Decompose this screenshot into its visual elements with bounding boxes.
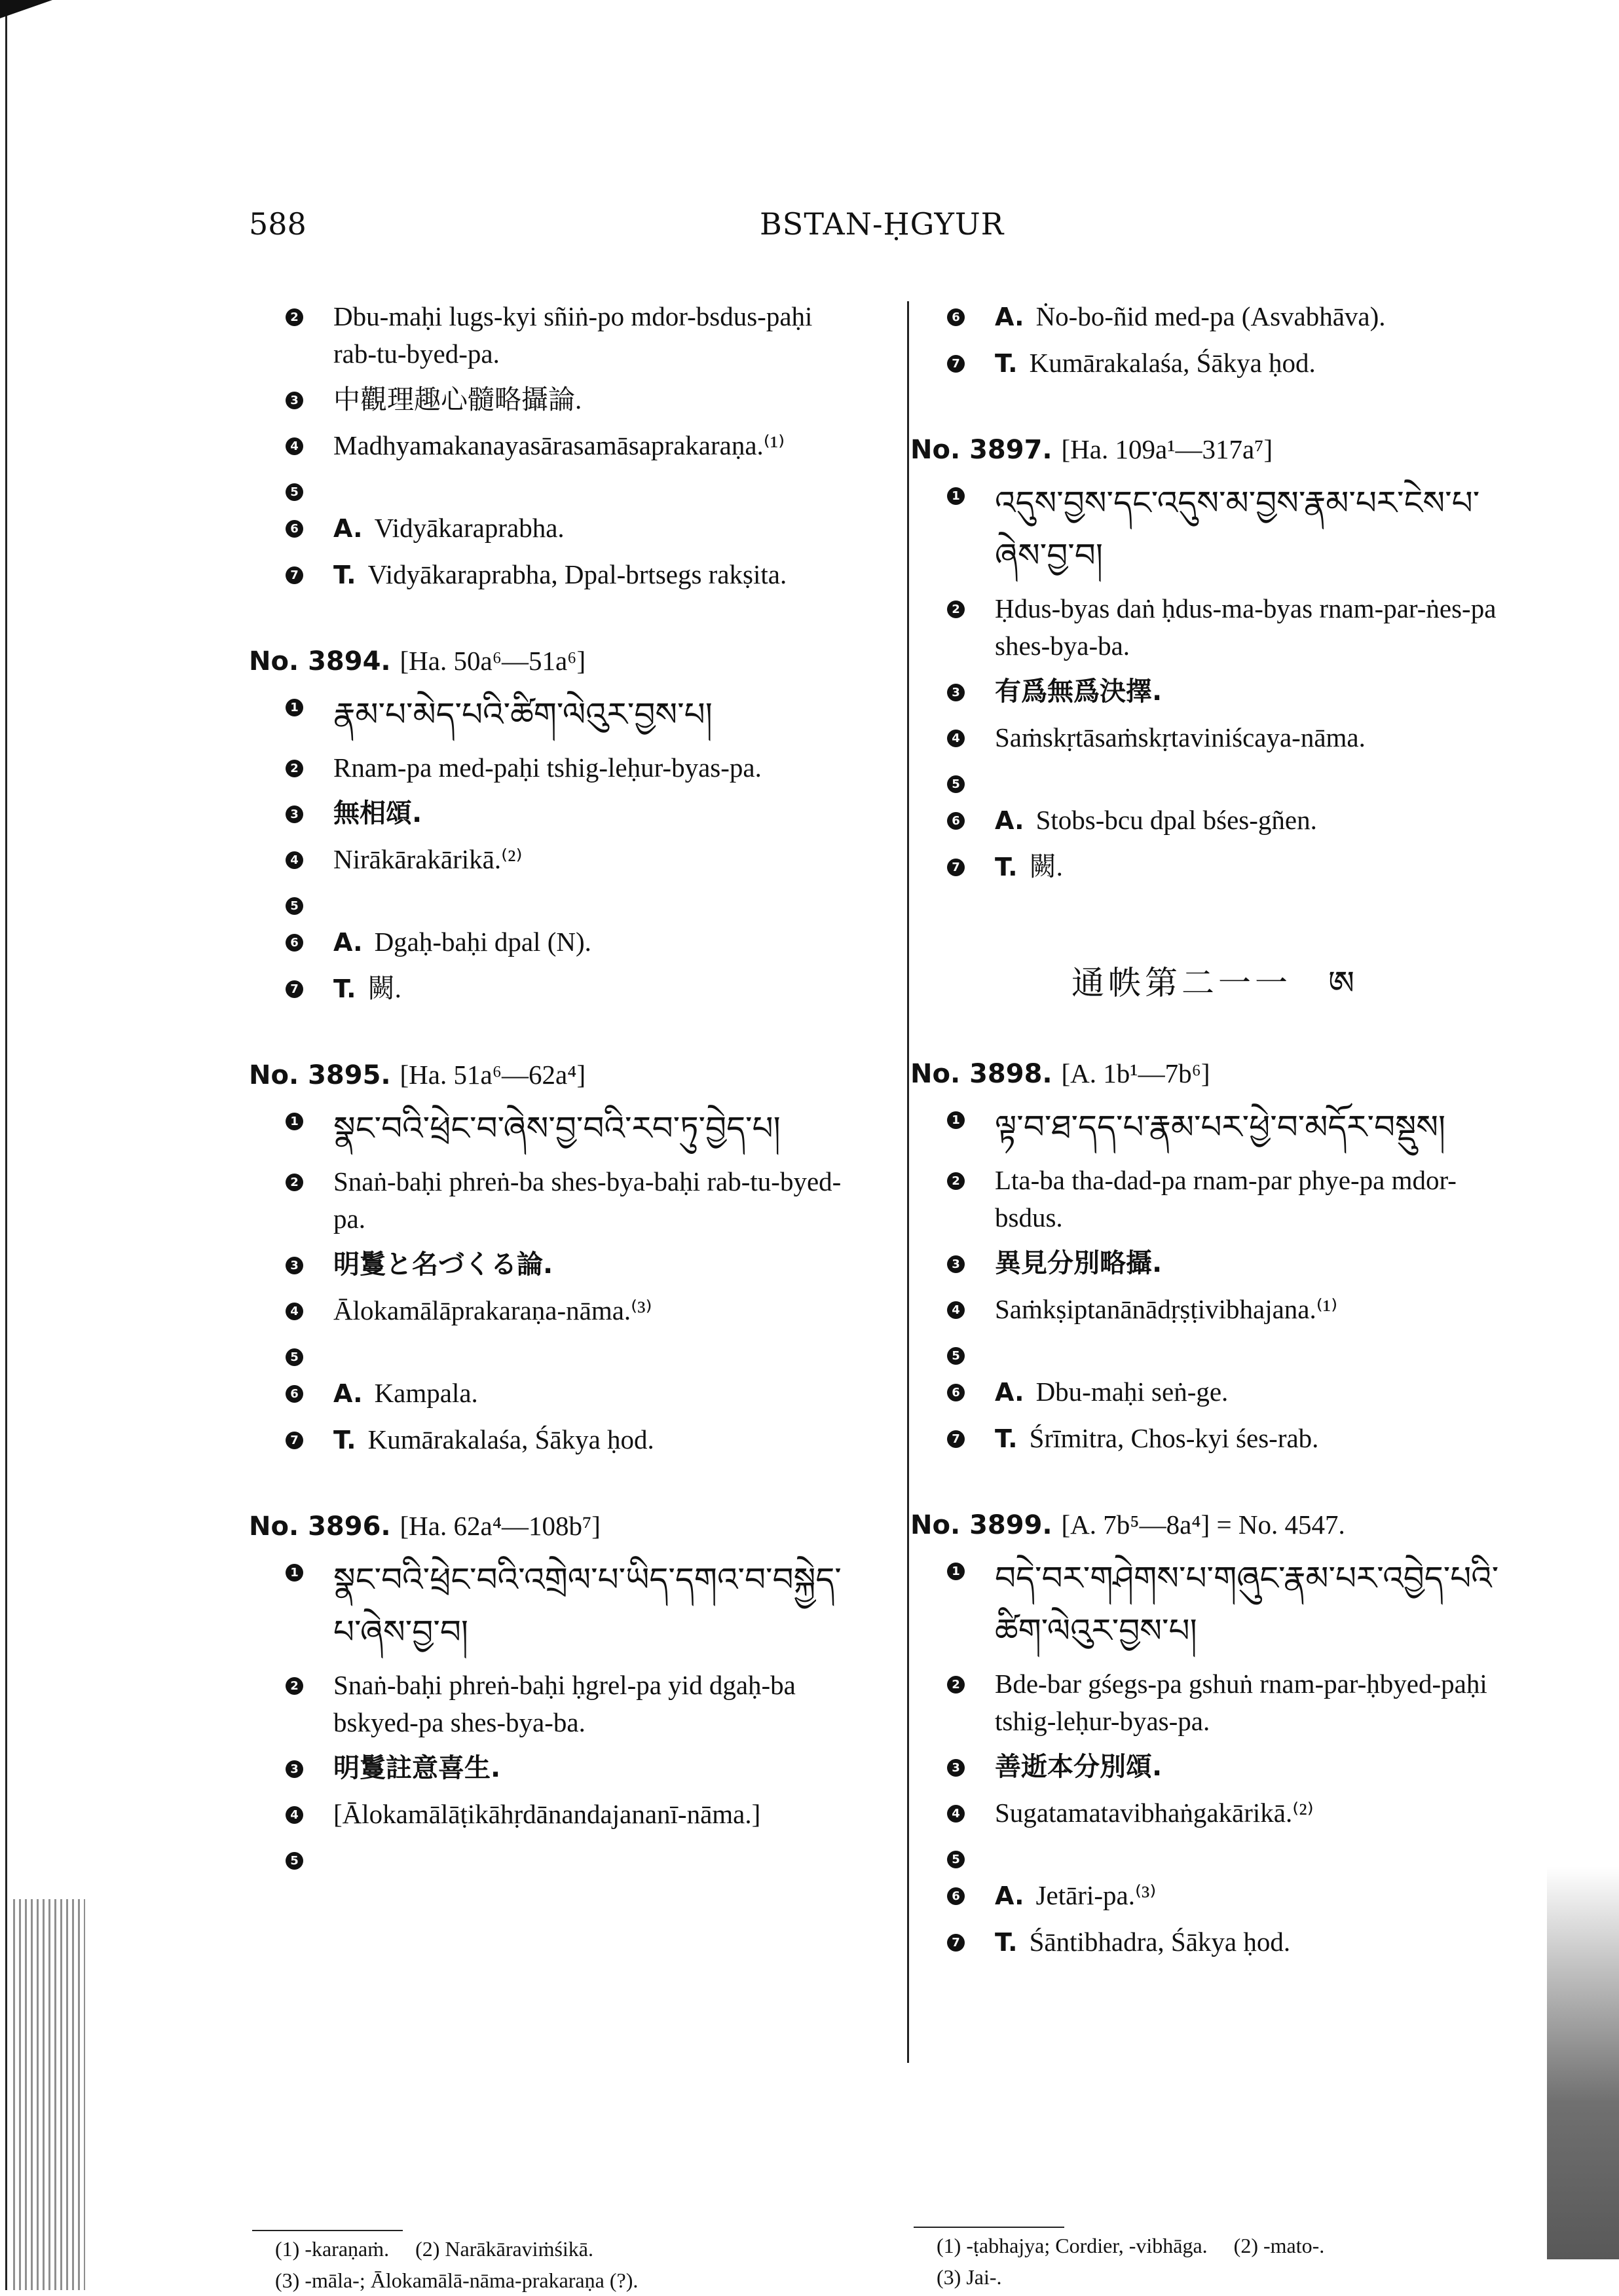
item-number-marker: 4: [947, 1805, 965, 1823]
footnote: (2) Narākāraviṁśikā.: [415, 2237, 593, 2261]
entry-item: [910, 1373, 1519, 1411]
footnote-line: [275, 2233, 891, 2265]
role-label: A.: [995, 806, 1024, 835]
entry-item: [249, 1750, 858, 1787]
entry-item: [910, 802, 1519, 840]
item-number-marker: 6: [947, 1887, 965, 1905]
entry-item: [249, 841, 858, 878]
entry-item: [910, 298, 1519, 336]
item-number-marker: 2: [286, 1174, 303, 1191]
item-text: Ālokamālāprakaraṇa-nāma.⁽³⁾: [333, 1295, 652, 1325]
catalog-entry: [910, 1054, 1519, 1458]
entry-number-line: [910, 430, 1519, 469]
item-number-marker: 1: [947, 1111, 965, 1129]
entry-item: [249, 923, 858, 961]
item-number-marker: 6: [286, 1385, 303, 1403]
entry-item: [249, 556, 858, 594]
item-text: Madhyamakanayasārasamāsaprakaraṇa.⁽¹⁾: [333, 430, 785, 460]
entry-item: [249, 795, 858, 832]
entry-item: [249, 1163, 858, 1238]
entry-item: [910, 1245, 1519, 1282]
item-number-marker: 3: [947, 684, 965, 701]
item-text: Ḥdus-byas daṅ ḥdus-ma-byas rnam-par-ṅes-pa shes-bya-ba.: [995, 593, 1497, 661]
item-number-marker: 7: [286, 980, 303, 998]
item-number-marker: 4: [947, 1301, 965, 1319]
entry-item: [910, 1101, 1519, 1153]
item-number-marker: 4: [286, 437, 303, 455]
item-number-marker: 2: [947, 1172, 965, 1190]
footnotes-right: [937, 2230, 1565, 2293]
entry-number-line: [910, 1054, 1519, 1093]
role-label: A.: [995, 1881, 1024, 1910]
scan-edge-line: [5, 0, 7, 2290]
footnote-rule-left: [252, 2230, 403, 2231]
scan-edge-marks-right: [1547, 1866, 1619, 2259]
footnote: (3) Jai-.: [937, 2265, 1002, 2289]
spacer: [910, 391, 1519, 430]
role-label: T.: [995, 1928, 1018, 1957]
item-text: Sugatamatavibhaṅgakārikā.⁽²⁾: [995, 1798, 1314, 1828]
item-text: བདེ་བར་གཤེགས་པ་གཞུང་རྣམ་པར་འབྱེད་པའི་ཚིག་ལེའུར་བྱས་པ།: [995, 1560, 1499, 1649]
footnote: (2) -mato-.: [1233, 2234, 1325, 2257]
footnote-rule-right: [914, 2227, 1064, 2228]
entry-item: [249, 381, 858, 418]
role-label: T.: [333, 974, 356, 1003]
item-number-marker: 6: [286, 934, 303, 952]
item-number-marker: 3: [947, 1255, 965, 1273]
item-text: T. Śāntibhadra, Śākya ḥod.: [995, 1927, 1291, 1957]
catalog-entry: [249, 642, 858, 1008]
entry-item: [910, 590, 1519, 665]
item-number-marker: 5: [286, 897, 303, 915]
item-number-marker: 7: [947, 1430, 965, 1448]
folio-range: [Ha. 109a¹—317a⁷]: [1061, 434, 1273, 464]
item-text: སྣང་བའི་ཕྲེང་བའི་འགྲེལ་པ་ཡིད་དགའ་བ་བསྐྱེད་པ་ཞེས་བྱ་བ།: [333, 1561, 842, 1650]
entry-number-line: [910, 1506, 1519, 1544]
entry-item: [910, 1162, 1519, 1236]
item-text: Lta-ba tha-dad-pa rnam-par phye-pa mdor-bsdus.: [995, 1165, 1457, 1232]
item-text: Rnam-pa med-paḥi tshig-leḥur-byas-pa.: [333, 752, 762, 783]
entry-item: [249, 1102, 858, 1155]
column-divider: [907, 301, 909, 2063]
item-text: Snaṅ-baḥi phreṅ-baḥi ḥgrel-pa yid dgaḥ-ba bskyed-pa shes-bya-ba.: [333, 1670, 796, 1737]
item-number-marker: 2: [947, 1676, 965, 1694]
item-number-marker: 4: [286, 1806, 303, 1824]
entry-number: No. 3896.: [249, 1511, 400, 1542]
catalog-entry: [910, 430, 1519, 886]
left-column: [249, 298, 858, 1878]
item-text: A. Jetāri-pa.⁽³⁾: [995, 1880, 1157, 1910]
item-number-marker: 6: [286, 520, 303, 538]
item-text: T. Kumārakalaśa, Śākya ḥod.: [333, 1424, 654, 1454]
folio-range: [Ha. 51a⁶—62a⁴]: [400, 1060, 586, 1090]
entry-number-line: [249, 642, 858, 680]
item-text: འདུས་བྱས་དང་འདུས་མ་བྱས་རྣམ་པར་ངེས་པ་ཞེས་བྱ་བ།: [995, 485, 1480, 574]
entry-item: [249, 1842, 858, 1870]
entry-item: [910, 1665, 1519, 1740]
item-number-marker: 5: [947, 1347, 965, 1365]
folio-range: [Ha. 50a⁶—51a⁶]: [400, 646, 586, 676]
entry-item: [249, 1375, 858, 1413]
entry-number: No. 3899.: [910, 1510, 1062, 1540]
item-text: A. Vidyākaraprabha.: [333, 513, 565, 543]
catalog-entry: [910, 1506, 1519, 1961]
role-label: T.: [995, 349, 1018, 378]
entry-item: [910, 1420, 1519, 1458]
item-text: 善逝本分別頌.: [995, 1752, 1163, 1782]
entry-item: [249, 427, 858, 464]
item-number-marker: 1: [947, 1563, 965, 1580]
item-text: A. Stobs-bcu dpal bśes-gñen.: [995, 805, 1317, 835]
item-text: T. 闕.: [333, 973, 401, 1003]
item-text: 明鬘と名づくる論.: [333, 1250, 553, 1280]
item-text: 中觀理趣心髓略攝論.: [333, 384, 582, 415]
entry-item: [249, 970, 858, 1008]
entry-item: [910, 719, 1519, 756]
item-number-marker: 5: [947, 1851, 965, 1868]
item-text: 明鬘註意喜生.: [333, 1753, 501, 1783]
item-number-marker: 7: [947, 1934, 965, 1952]
spacer: [910, 895, 1519, 934]
entry-item: [249, 1421, 858, 1459]
entry-item: [249, 1553, 858, 1658]
item-text: 有爲無爲決擇.: [995, 676, 1163, 707]
spacer: [910, 1466, 1519, 1506]
entry-item: [249, 473, 858, 501]
item-number-marker: 6: [947, 812, 965, 830]
item-number-marker: 5: [286, 1852, 303, 1870]
item-number-marker: 1: [286, 1113, 303, 1130]
catalog-entry: [249, 1507, 858, 1870]
item-text: T. Kumārakalaśa, Śākya ḥod.: [995, 348, 1316, 378]
role-label: A.: [333, 1379, 363, 1408]
item-text: Saṁkṣiptanānādṛṣṭivibhajana.⁽¹⁾: [995, 1294, 1338, 1324]
entry-item: [910, 477, 1519, 582]
footnote: (3) -māla-; Ālokamālā-nāma-prakaraṇa (?).: [275, 2268, 639, 2292]
item-number-marker: 1: [286, 699, 303, 716]
item-number-marker: 2: [286, 308, 303, 326]
item-number-marker: 1: [286, 1564, 303, 1582]
item-text: ལྟ་བ་ཐ་དད་པ་རྣམ་པར་ཕྱེ་བ་མདོར་བསྡུས།: [995, 1109, 1446, 1145]
footnote: (1) -karaṇaṁ.: [275, 2237, 390, 2261]
role-label: A.: [995, 1378, 1024, 1407]
entry-number-line: [249, 1507, 858, 1546]
item-text: Dbu-maḥi lugs-kyi sñiṅ-po mdor-bsdus-paḥi rab-tu-byed-pa.: [333, 301, 813, 369]
item-number-marker: 7: [947, 859, 965, 876]
entry-item: [910, 1749, 1519, 1786]
entry-item: [249, 1667, 858, 1741]
entry-item: [910, 1923, 1519, 1961]
page-number: 588: [249, 206, 307, 242]
entry-item: [249, 688, 858, 741]
entry-item: [249, 887, 858, 915]
item-text: Snaṅ-baḥi phreṅ-ba shes-bya-baḥi rab-tu-byed-pa.: [333, 1166, 842, 1234]
entry-number: No. 3894.: [249, 646, 400, 676]
item-text: 無相頌.: [333, 798, 422, 828]
entry-item: [249, 509, 858, 547]
entry-item: [910, 1794, 1519, 1832]
entry-item: [910, 1291, 1519, 1328]
running-title: BSTAN-ḤGYUR: [760, 206, 1005, 242]
entry-item: [249, 1292, 858, 1329]
footnote: (1) -ṭabhajya; Cordier, -vibhāga.: [937, 2234, 1208, 2257]
entry-item: [910, 673, 1519, 711]
folio-range: [Ha. 62a⁴—108b⁷]: [400, 1511, 601, 1541]
item-text: Nirākārakārikā.⁽²⁾: [333, 844, 523, 874]
entry-item: [249, 298, 858, 373]
entry-item: [910, 1840, 1519, 1868]
item-number-marker: 4: [286, 1303, 303, 1320]
item-text: A. Dbu-maḥi seṅ-ge.: [995, 1377, 1229, 1407]
item-text: Bde-bar gśegs-pa gshuṅ rnam-par-ḥbyed-paḥi tshig-leḥur-byas-pa.: [995, 1669, 1487, 1736]
entry-number: No. 3897.: [910, 435, 1062, 465]
footnotes-left: [275, 2233, 891, 2296]
item-text: A. Ṅo-bo-ñid med-pa (Asvabhāva).: [995, 301, 1386, 331]
item-text: A. Dgaḥ-baḥi dpal (N).: [333, 927, 591, 957]
entry-number: No. 3895.: [249, 1060, 400, 1090]
folio-range: [A. 1b¹—7b⁶]: [1061, 1058, 1210, 1088]
entry-item: [910, 344, 1519, 382]
item-text: སྣང་བའི་ཕྲེང་བ་ཞེས་བྱ་བའི་རབ་ཏུ་བྱེད་པ།: [333, 1110, 781, 1147]
item-text: 異見分別略攝.: [995, 1248, 1163, 1278]
role-label: T.: [995, 853, 1018, 881]
entry-number: No. 3898.: [910, 1059, 1062, 1089]
entry-item: [249, 1338, 858, 1366]
entry-item: [910, 1552, 1519, 1657]
item-text: T. Vidyākaraprabha, Dpal-brtsegs rakṣita.: [333, 559, 787, 589]
item-number-marker: 3: [286, 805, 303, 823]
footnote-line: [937, 2261, 1565, 2293]
item-text: [Ālokamālāṭikāhṛdānandajananī-nāma.]: [333, 1799, 761, 1829]
entry-number-line: [249, 1056, 858, 1094]
footnote-line: [275, 2265, 891, 2296]
corner-mark: [0, 0, 52, 18]
catalog-entry: [249, 1056, 858, 1459]
right-column: [910, 298, 1519, 1970]
item-text: T. 闕.: [995, 851, 1063, 881]
role-label: T.: [333, 561, 356, 589]
entry-item: [249, 749, 858, 787]
role-label: A.: [333, 514, 363, 543]
entry-item: [910, 1877, 1519, 1915]
item-text: རྣམ་པ་མེད་པའི་ཚིག་ལེའུར་བྱས་པ།: [333, 696, 713, 733]
item-number-marker: 3: [286, 392, 303, 409]
role-label: T.: [333, 1426, 356, 1454]
role-label: T.: [995, 1424, 1018, 1453]
item-number-marker: 3: [947, 1759, 965, 1777]
item-number-marker: 4: [947, 730, 965, 747]
item-number-marker: 7: [947, 355, 965, 373]
spacer: [249, 1016, 858, 1056]
item-number-marker: 5: [286, 483, 303, 501]
entry-item: [910, 848, 1519, 886]
footnote-line: [937, 2230, 1565, 2261]
scan-edge-marks-left: [13, 1899, 85, 2290]
role-label: A.: [333, 928, 363, 957]
entry-item: [910, 765, 1519, 793]
entry-item: [249, 1246, 858, 1284]
item-number-marker: 2: [286, 760, 303, 777]
item-number-marker: 3: [286, 1760, 303, 1778]
item-number-marker: 5: [286, 1348, 303, 1366]
item-text: T. Śrīmitra, Chos-kyi śes-rab.: [995, 1423, 1319, 1453]
item-number-marker: 3: [286, 1257, 303, 1274]
folio-range: [A. 7b⁵—8a⁴] = No. 4547.: [1061, 1509, 1345, 1540]
item-number-marker: 1: [947, 487, 965, 505]
volume-header: 通帙第二一一 ཨ: [1071, 964, 1359, 1002]
item-number-marker: 6: [947, 308, 965, 326]
item-number-marker: 4: [286, 851, 303, 869]
spacer: [249, 602, 858, 642]
item-number-marker: 2: [286, 1677, 303, 1695]
item-number-marker: 5: [947, 775, 965, 793]
item-text: Saṁskṛtāsaṁskṛtaviniścaya-nāma.: [995, 722, 1366, 752]
item-number-marker: 7: [286, 1432, 303, 1449]
spacer: [249, 1468, 858, 1507]
role-label: A.: [995, 303, 1024, 331]
item-text: A. Kampala.: [333, 1378, 478, 1408]
entry-item: [249, 1796, 858, 1833]
item-number-marker: 6: [947, 1384, 965, 1401]
item-number-marker: 7: [286, 566, 303, 584]
item-number-marker: 2: [947, 601, 965, 618]
entry-item: [910, 1337, 1519, 1365]
